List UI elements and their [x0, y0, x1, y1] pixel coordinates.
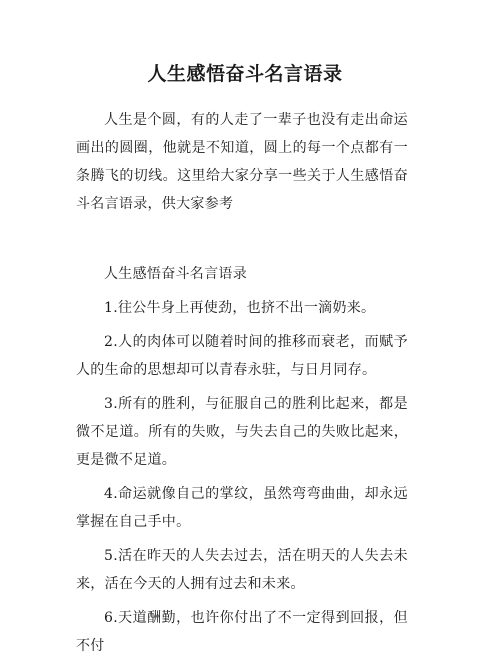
document-title: 人生感悟奋斗名言语录 [147, 63, 343, 85]
quote-item: 4.命运就像自己的掌纹，虽然弯弯曲曲，却永远掌握在自己手中。 [76, 486, 408, 530]
intro-paragraph: 人生是个圆，有的人走了一辈子也没有走出命运画出的圆圈，他就是不知道，圆上的每一个点都有一条腾飞的切线。这里给大家分享一些关于人生感悟奋斗名言语录，供大家参考 [76, 112, 408, 212]
quote-item: 3.所有的胜利，与征服自己的胜利比起来，都是微不足道。所有的失败，与失去自己的失败比起来，更是微不足道。 [76, 396, 408, 468]
section-heading: 人生感悟奋斗名言语录 [104, 266, 247, 282]
quote-item: 6.天道酬勤，也许你付出了不一定得到回报，但不付 [76, 610, 408, 654]
quote-item: 5.活在昨天的人失去过去，活在明天的人失去未来，活在今天的人拥有过去和未来。 [76, 548, 408, 592]
quote-item: 2.人的肉体可以随着时间的推移而衰老，而赋予人的生命的思想却可以青春永驻，与日月同存。 [76, 334, 408, 378]
quote-item: 1.往公牛身上再使劲，也挤不出一滴奶来。 [104, 300, 376, 316]
